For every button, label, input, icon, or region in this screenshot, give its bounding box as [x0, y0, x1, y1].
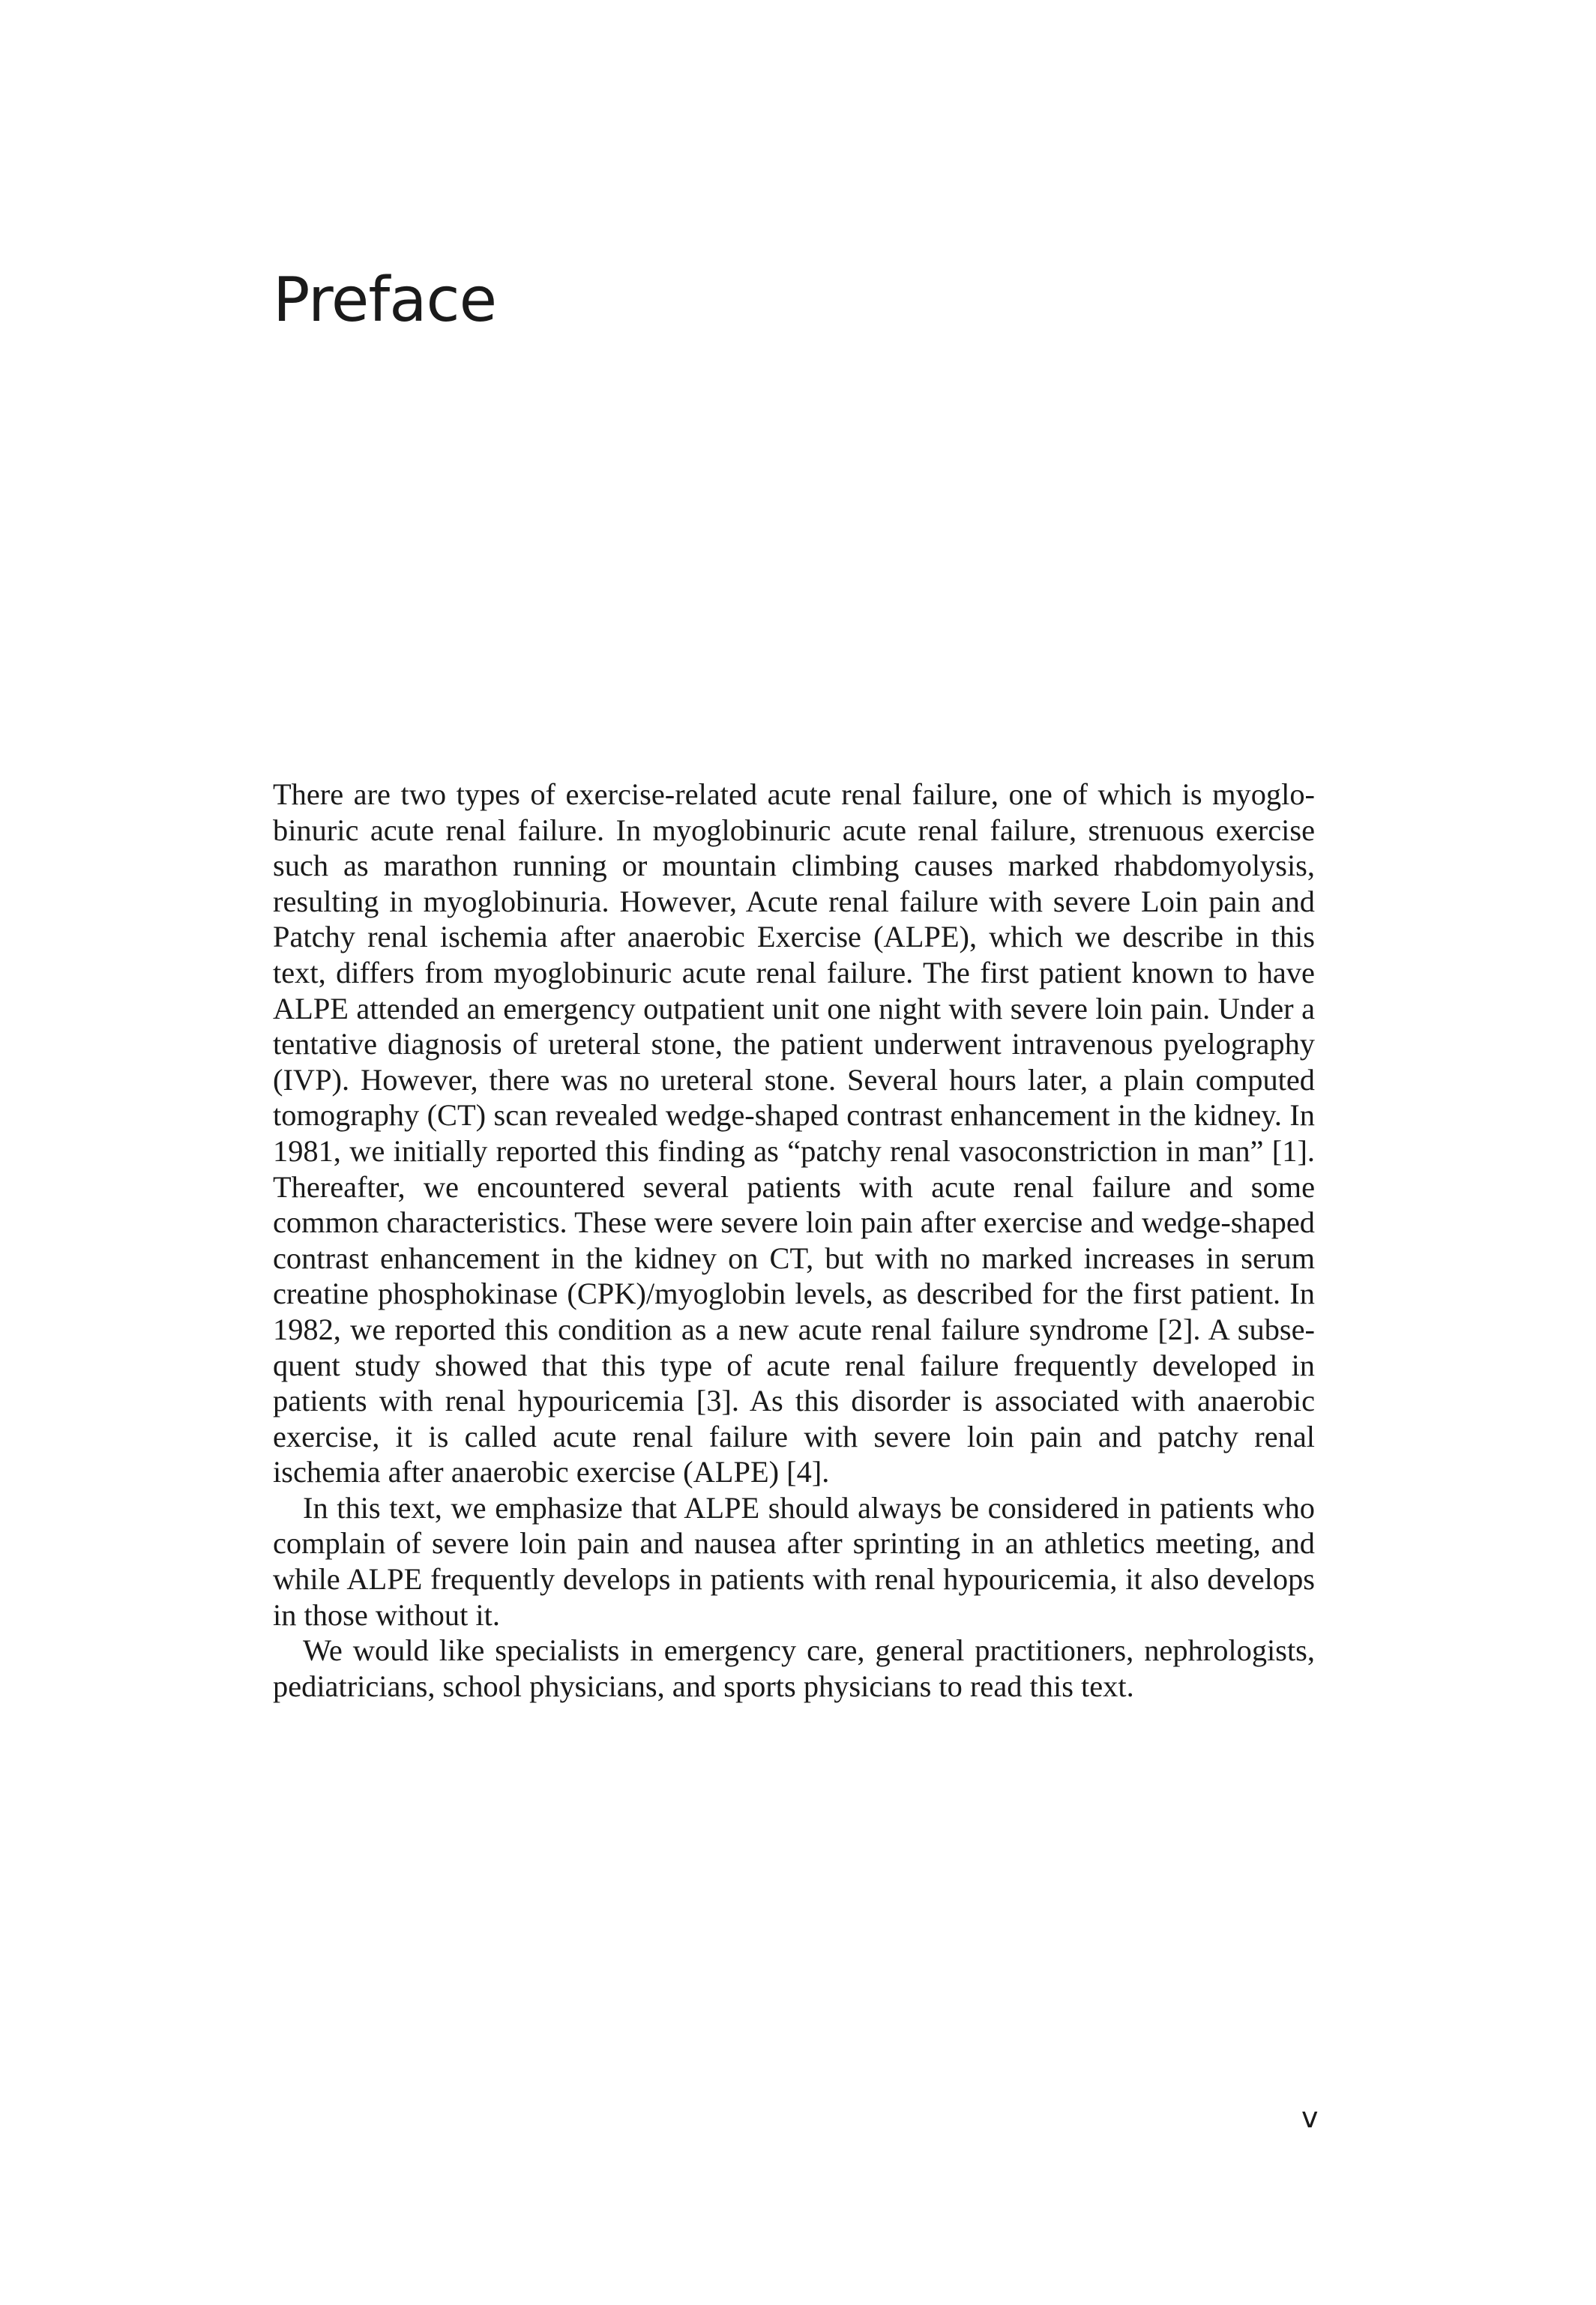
paragraph-1: There are two types of exercise-related acute renal failure, one of which is myoglobinuric acute renal failure. In myoglobinuric acute renal failure, strenuous exercise such as marathon running or mountain climbing causes marked rhabdomyolysis, resulting in myoglobinuria. However, Acute renal failure with severe Loin pain and Patchy renal ischemia after anaerobic Exercise (ALPE), which we describe in this text, differs from myoglobinuric acute renal failure. The first patient known to have ALPE attended an emergency outpatient unit one night with severe loin pain. Under a tentative diagnosis of ureteral stone, the patient underwent intravenous pyelography (IVP). However, there was no ureteral stone. Several hours later, a plain computed tomography (CT) scan revealed wedge-shaped contrast enhancement in the kidney. In 1981, we initially reported this finding as “patchy renal vasoconstriction in man” [1]. Thereafter, we encountered several patients with acute renal failure and some common characteristics. These were severe loin pain after exercise and wedge-shaped contrast enhancement in the kidney on CT, but with no marked increases in serum creatine phosphokinase (CPK)/myoglobin levels, as described for the first patient. In 1982, we reported this condition as a new acute renal failure syndrome [2]. A subsequent study showed that this type of acute renal failure frequently developed in patients with renal hypouricemia [3]. As this disorder is associated with anaerobic exercise, it is called acute renal failure with severe loin pain and patchy renal ischemia after anaerobic exercise (ALPE) [4]. [273, 777, 1315, 1489]
page-number: v [1301, 2101, 1319, 2134]
paragraph-3: We would like specialists in emergency care, general practitioners, nephrologists, pediatricians, school physicians, and sports physicians to read this text. [273, 1633, 1315, 1703]
paragraph-2: In this text, we emphasize that ALPE should always be considered in patients who complain of severe loin pain and nausea after sprinting in an athletics meeting, and while ALPE frequently develops in patients with renal hypouricemia, it also develops in those without it. [273, 1490, 1315, 1632]
chapter-heading: Preface [273, 265, 497, 336]
preface-body [273, 777, 1315, 1704]
